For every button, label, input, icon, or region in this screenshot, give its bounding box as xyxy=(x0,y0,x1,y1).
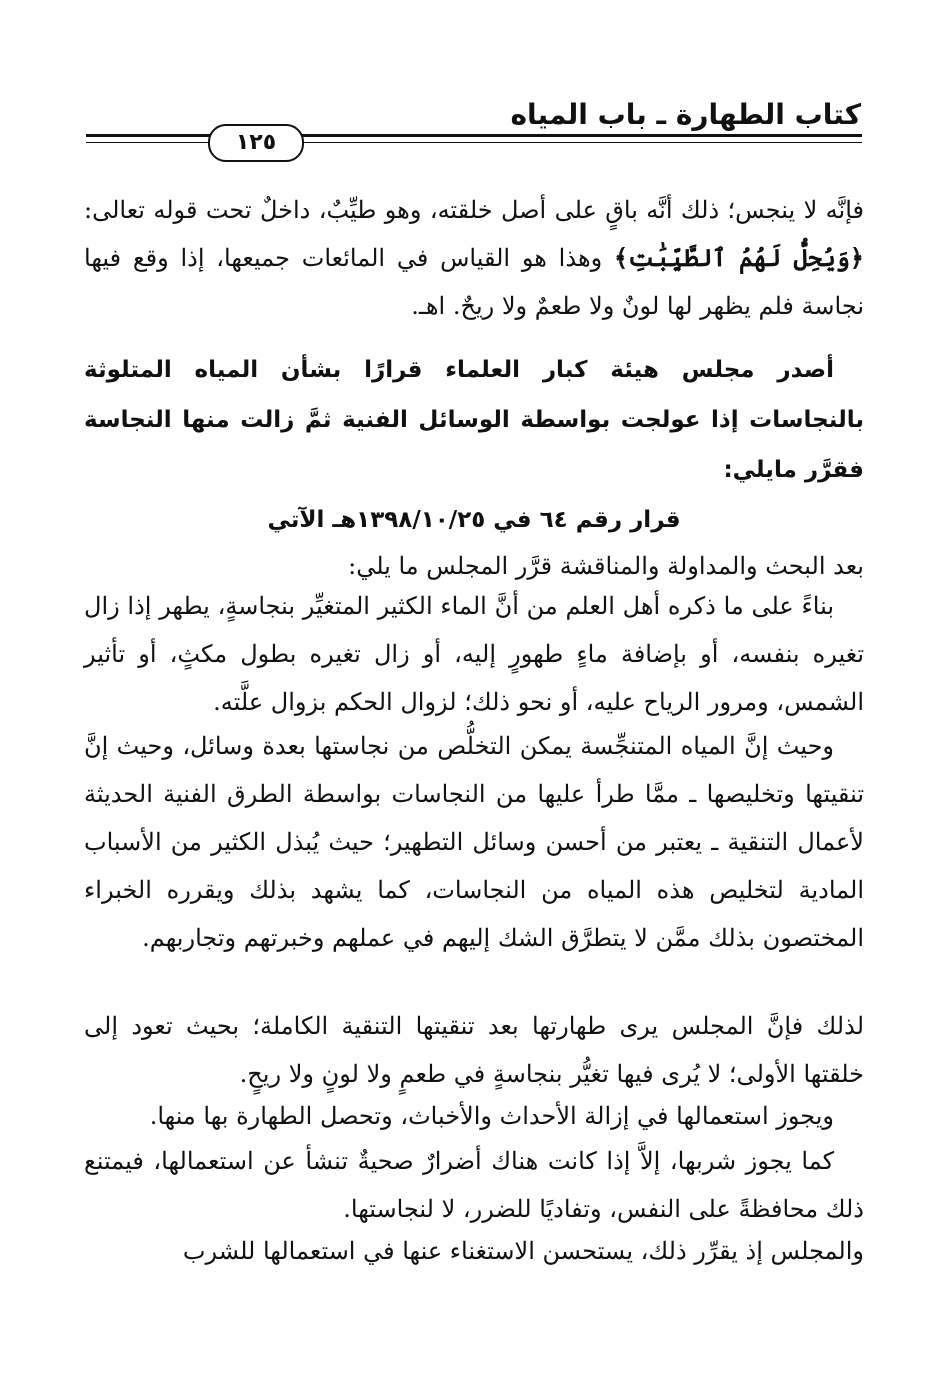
header-rule-right-bottom xyxy=(300,142,862,143)
council-announcement: أصدر مجلس هيئة كبار العلماء قرارًا بشأن المياه المتلوثة بالنجاسات إذا عولجت بواسطة الوسائل الفنية ثمَّ زالت منها النجاسة فقرَّر مايلي: xyxy=(84,357,864,483)
quranic-verse: ﴿وَيُحِلُّ لَهُمُ ٱلطَّيِّبَٰتِ﴾ xyxy=(613,243,864,272)
resolution-heading: قرار رقم ٦٤ في ١٣٩٨/١٠/٢٥هـ الآتي xyxy=(267,507,681,533)
header-rule-left-top xyxy=(86,134,210,137)
page-number-badge: ١٢٥ xyxy=(208,124,304,162)
paragraph-usage: ويجوز استعمالها في إزالة الأحداث والأخباث، وتحصل الطهارة بها منها. xyxy=(149,1102,834,1130)
paragraph-purification-methods: وحيث إنَّ المياه المتنجِّسة يمكن التخلُّص من نجاستها بعدة وسائل، وحيث إنَّ تنقيتها وتخليصها ـ ممَّا طرأ عليها من النجاسات بواسطة الطرق الفنية الحديثة لأعمال التنقية ـ يعتبر من أحسن وسائل التطهير؛ حيث يُبذل الكثير من الأسباب المادية لتخليص هذه المياه من النجاسات، كما يشهد بذلك ويقرره الخبراء المختصون بذلك ممَّن لا يتطرَّق الشك إليهم في عملهم وخبرتهم وتجاربهم. xyxy=(84,732,864,952)
paragraph-text: فإنَّه لا ينجس؛ ذلك أنَّه باقٍ على أصل خلقته، وهو طيِّبٌ، داخلٌ تحت قوله تعالى: xyxy=(84,196,864,224)
paragraph-recommendation: والمجلس إذ يقرِّر ذلك، يستحسن الاستغناء عنها في استعمالها للشرب xyxy=(182,1237,864,1265)
running-header-title: كتاب الطهارة ـ باب المياه xyxy=(510,98,861,131)
paragraph-drinking: كما يجوز شربها، إلاَّ إذا كانت هناك أضرارٌ صحيةٌ تنشأ عن استعمالها، فيمتنع ذلك محافظةً على النفس، وتفاديًا للضرر، لا لنجاستها. xyxy=(84,1147,864,1223)
paragraph-ruling: لذلك فإنَّ المجلس يرى طهارتها بعد تنقيتها التنقية الكاملة؛ بحيث تعود إلى خلقتها الأولى؛ لا يُرى فيها تغيُّر بنجاسةٍ في طعمٍ ولا لونٍ ولا ريحٍ. xyxy=(84,1012,864,1088)
header-rule-right-top xyxy=(300,134,862,137)
paragraph-text: وهذا هو القياس في المائعات جميعها، إذا وقع فيها نجاسة فلم يظهر لها لونٌ ولا طعمٌ ولا ريحٌ. اهـ. xyxy=(84,244,864,320)
paragraph-continuation xyxy=(84,186,864,330)
header-rule-left-bottom xyxy=(86,142,210,143)
resolution-intro: بعد البحث والمداولة والمناقشة قرَّر المجلس ما يلي: xyxy=(348,552,864,580)
paragraph-basis: بناءً على ما ذكره أهل العلم من أنَّ الماء الكثير المتغيِّر بنجاسةٍ، يطهر إذا زال تغيره بنفسه، أو بإضافة ماءٍ طهورٍ إليه، أو زال تغيره بطول مكثٍ، أو تأثير الشمس، ومرور الرياح عليه، أو نحو ذلك؛ لزوال الحكم بزوال علَّته. xyxy=(84,592,864,716)
